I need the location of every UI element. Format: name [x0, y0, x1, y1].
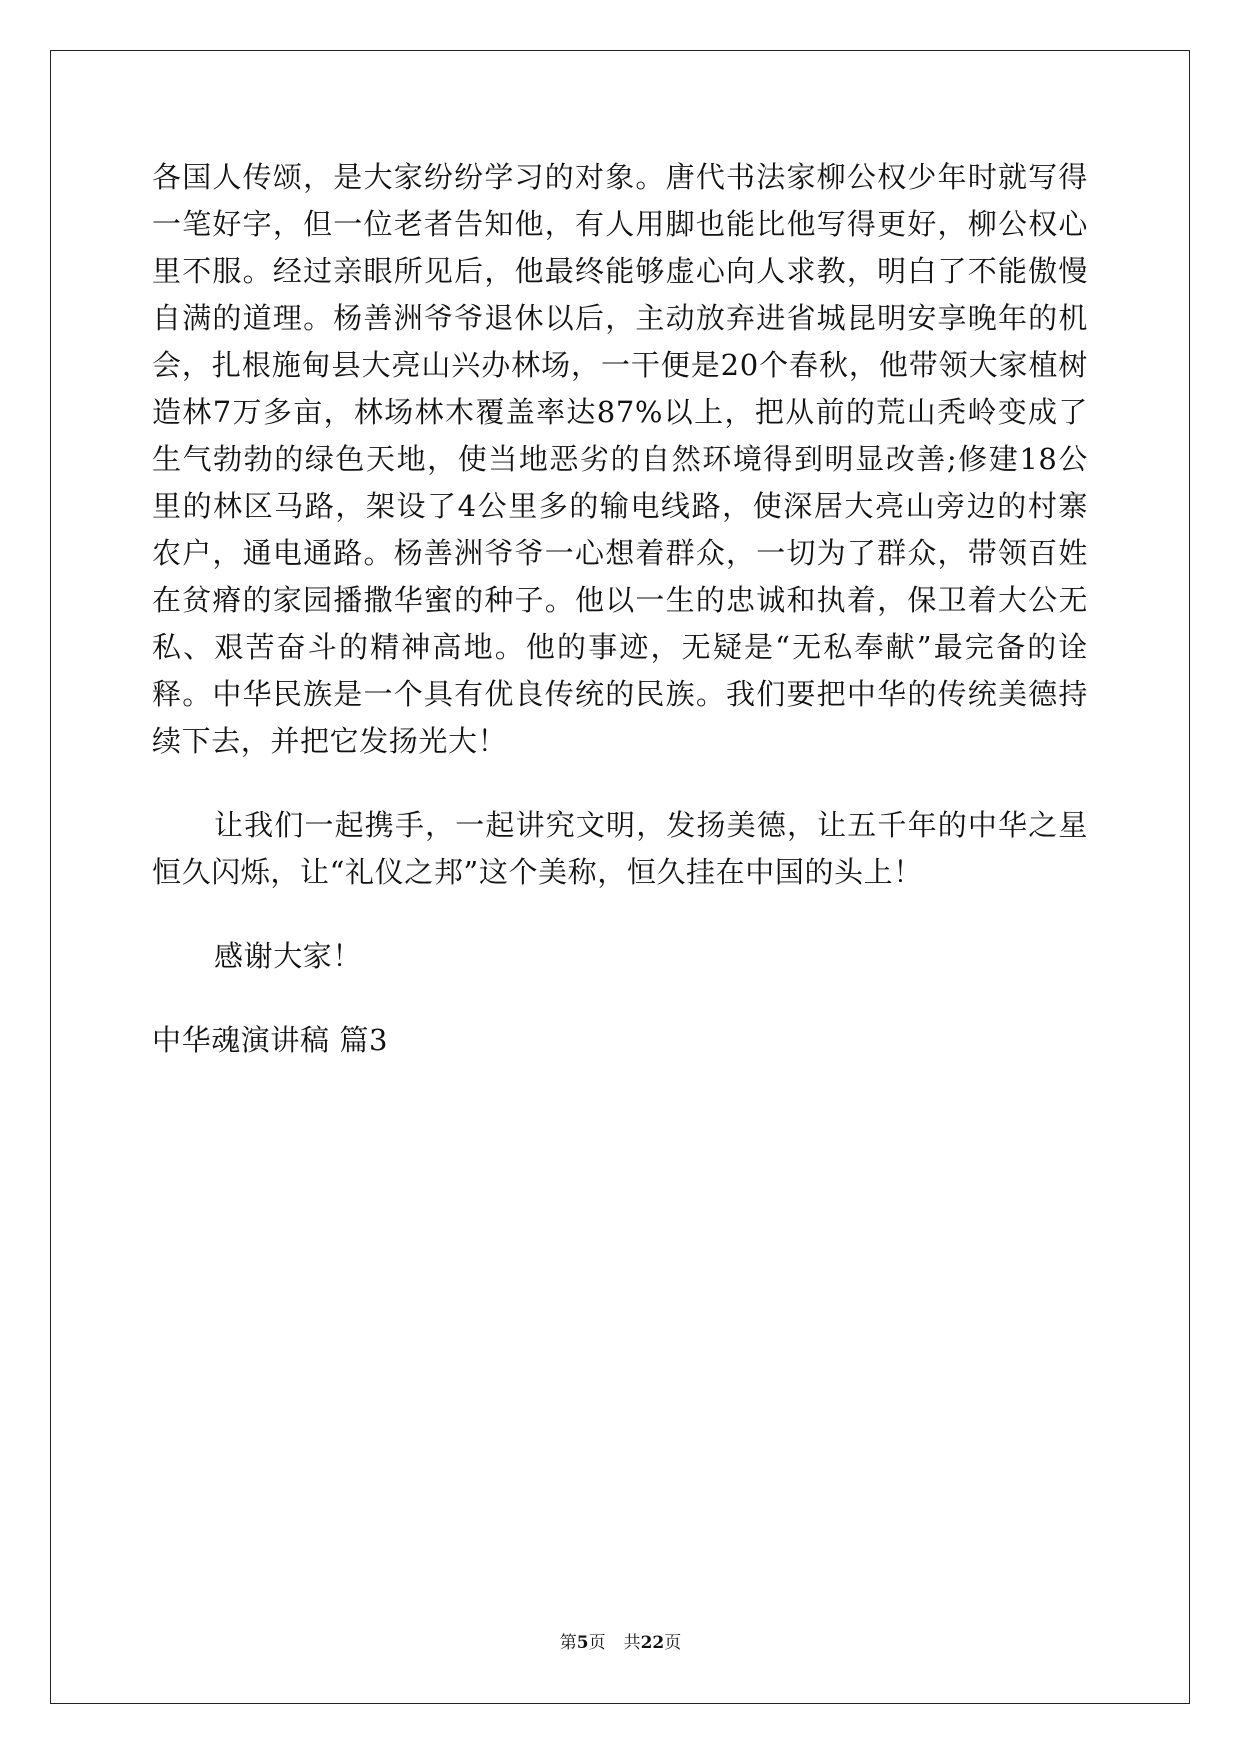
page-footer — [0, 1628, 1241, 1653]
paragraph-body-1: 各国人传颂，是大家纷纷学习的对象。唐代书法家柳公权少年时就写得一笔好字，但一位老者告知他，有人用脚也能比他写得更好，柳公权心里不服。经过亲眼所见后，他最终能够虚心向人求教，明白了不能傲慢自满的道理。杨善洲爷爷退休以后，主动放弃进省城昆明安享晚年的机会，扎根施甸县大亮山兴办林场，一干便是20个春秋，他带领大家植树造林7万多亩，林场林木覆盖率达87%以上，把从前的荒山秃岭变成了生气勃勃的绿色天地，使当地恶劣的自然环境得到明显改善;修建18公里的林区马路，架设了4公里多的输电线路，使深居大亮山旁边的村寨农户，通电通路。杨善洲爷爷一心想着群众，一切为了群众，带领百姓在贫瘠的家园播撒华蜜的种子。他以一生的忠诚和执着，保卫着大公无私、艰苦奋斗的精神高地。他的事迹，无疑是“无私奉献”最完备的诠释。中华民族是一个具有优良传统的民族。我们要把中华的传统美德持续下去，并把它发扬光大！ — [152, 160, 1088, 758]
footer-page-suffix: 页 — [588, 1633, 606, 1653]
footer-prefix: 第 — [559, 1633, 577, 1653]
footer-current-page: 5 — [576, 1633, 589, 1653]
footer-total-prefix: 共 — [623, 1633, 641, 1653]
paragraph-body-2: 让我们一起携手，一起讲究文明，发扬美德，让五千年的中华之星恒久闪烁，让“礼仪之邦”这个美称，恒久挂在中国的头上！ — [152, 808, 1088, 889]
paragraph-thanks: 感谢大家！ — [214, 939, 363, 973]
footer-total-suffix: 页 — [664, 1633, 682, 1653]
document-body — [152, 154, 1088, 1064]
footer-total-pages: 22 — [640, 1633, 665, 1653]
section-heading: 中华魂演讲稿 篇3 — [152, 1023, 389, 1057]
